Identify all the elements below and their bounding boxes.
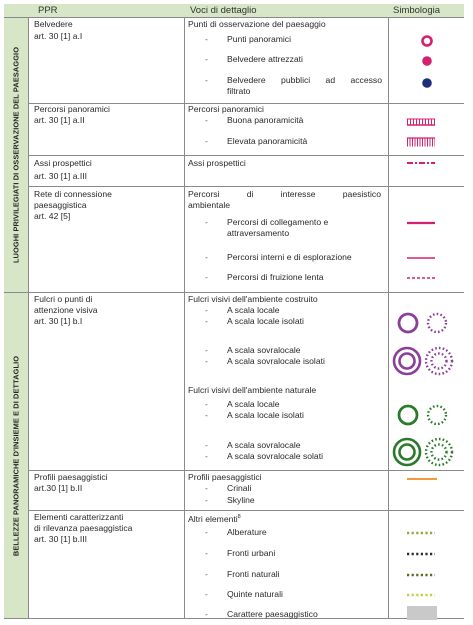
list-item: Quinte naturali (227, 589, 283, 599)
list-item: Fronti urbani (227, 548, 276, 558)
list-item: attraversamento (227, 228, 290, 238)
list-dash: - (205, 272, 208, 282)
list-dash: - (205, 483, 208, 493)
table-row (28, 471, 464, 511)
magenta-dot-icon (420, 54, 434, 68)
purple-ring-icon (396, 311, 420, 335)
magenta-solid-line-icon (407, 220, 435, 226)
green-dotted-ring-icon (425, 403, 449, 427)
purple-double-ring-icon (391, 345, 423, 377)
green-ring-icon (396, 403, 420, 427)
section-title: BELLEZZE PANORAMICHE D'INSIEME E DI DETTAGLIO (11, 355, 21, 556)
heading-word: di (246, 189, 254, 199)
navy-dot-icon (420, 76, 434, 90)
ppr-ref: art. 30 [1] a.III (34, 171, 88, 181)
list-dash: - (205, 548, 208, 558)
list-item: Alberature (227, 527, 267, 537)
table-row (28, 18, 464, 104)
list-dash: - (205, 345, 208, 355)
dark-olive-dotted-line-icon (407, 572, 435, 578)
ppr-ref: art. 30 [1] a.I (34, 31, 83, 41)
table-row (28, 293, 464, 471)
list-item: Percorsi di fruizione lenta (227, 272, 324, 282)
ppr-ref: art. 30 [1] b.I (34, 316, 83, 326)
list-dash: - (205, 305, 208, 315)
footnote-mark: 8 (237, 514, 241, 520)
ppr-name: Percorsi panoramici (34, 104, 110, 114)
list-item: A scala locale isolati (227, 410, 304, 420)
list-item: Belvedere attrezzati (227, 54, 303, 64)
list-dash: - (205, 115, 208, 125)
table-row (28, 187, 464, 293)
ppr-name: Rete di connessione (34, 189, 112, 199)
list-item: A scala locale (227, 399, 280, 409)
table-row (28, 104, 464, 156)
ppr-name: Elementi caratterizzanti (34, 512, 124, 522)
list-item: A scala sovralocale (227, 440, 301, 450)
magenta-thin-line-icon (407, 255, 435, 261)
list-dash: - (205, 609, 208, 619)
dash-dot-line-icon (407, 159, 435, 167)
header-voci: Voci di dettaglio (190, 5, 257, 16)
list-item: A scala locale (227, 305, 280, 315)
list-item: Skyline (227, 495, 255, 505)
grey-box-icon (407, 606, 437, 620)
voce-heading: Punti di osservazione del paesaggio (188, 19, 326, 29)
voce-heading: Assi prospettici (188, 158, 246, 168)
voce-heading: Profili paesaggistici (188, 472, 262, 482)
dense-hatch-line-icon (407, 137, 435, 148)
ppr-ref: art. 30 [1] a.II (34, 115, 85, 125)
ppr-name: Profili paesaggistici (34, 472, 108, 482)
header-ppr: PPR (38, 5, 58, 16)
list-item: Fronti naturali (227, 569, 280, 579)
voce-heading (188, 512, 241, 525)
header-simbologia: Simbologia (393, 5, 440, 16)
black-dotted-line-icon (407, 551, 435, 557)
list-dash: - (205, 54, 208, 64)
list-item: Elevata panoramicità (227, 136, 308, 146)
voce-heading: Percorsi panoramici (188, 104, 264, 114)
list-dash: - (205, 495, 208, 505)
ppr-ref: art. 30 [1] b.III (34, 534, 88, 544)
list-dash: - (205, 569, 208, 579)
list-dash: - (205, 589, 208, 599)
list-dash: - (205, 217, 208, 227)
list-dash: - (205, 527, 208, 537)
list-item: A scala sovralocale (227, 345, 301, 355)
heading-word: interesse (280, 189, 316, 199)
list-item: Belvedere pubblici ad accesso (227, 75, 382, 85)
list-item: A scala locale isolati (227, 316, 304, 326)
ppr-name: Belvedere (34, 19, 73, 29)
list-dash: - (205, 316, 208, 326)
ppr-name: di rilevanza paesaggistica (34, 523, 133, 533)
voce-heading: Fulcri visivi dell'ambiente costruito (188, 294, 318, 304)
ppr-name: attenzione visiva (34, 305, 98, 315)
list-dash: - (205, 440, 208, 450)
voce-heading (188, 189, 381, 200)
voce-heading: ambientale (188, 200, 231, 210)
ppr-ref: art. 42 [5] (34, 211, 71, 221)
table-row (28, 156, 464, 187)
list-item: Buona panoramicità (227, 115, 304, 125)
hatch-line-icon (407, 117, 435, 127)
list-item: A scala sovralocale solati (227, 451, 324, 461)
ppr-ref: art.30 [1] b.II (34, 483, 83, 493)
table-header (4, 4, 464, 18)
list-dash: - (205, 356, 208, 366)
table-row (28, 511, 464, 619)
olive-dotted-line-icon (407, 530, 435, 536)
heading-word: Percorsi (188, 189, 220, 199)
list-item: Carattere paesaggistico (227, 609, 318, 619)
voce-heading: Fulcri visivi dell'ambiente naturale (188, 385, 317, 395)
green-double-ring-icon (391, 436, 423, 468)
list-dash: - (205, 136, 208, 146)
lime-dotted-line-icon (407, 592, 435, 598)
list-item: A scala sovralocale isolati (227, 356, 325, 366)
list-item: Percorsi interni e di esplorazione (227, 252, 352, 262)
section-bellezze (4, 293, 29, 619)
list-item: filtrato (227, 86, 251, 96)
list-dash: - (205, 34, 208, 44)
purple-dotted-double-ring-icon (423, 345, 455, 377)
list-dash: - (205, 451, 208, 461)
legend-table (4, 4, 464, 618)
list-dash: - (205, 252, 208, 262)
ppr-name: paesaggistica (34, 200, 87, 210)
list-dash: - (205, 75, 208, 85)
section-title: LUOGHI PRIVILEGIATI DI OSSERVAZIONE DEL PAESAGGIO (11, 46, 21, 264)
ppr-name: Assi prospettici (34, 158, 92, 168)
magenta-dashed-line-icon (407, 275, 435, 281)
list-item: Percorsi di collegamento e (227, 217, 329, 227)
green-dotted-double-ring-icon (423, 436, 455, 468)
list-item: Punti panoramici (227, 34, 292, 44)
purple-dotted-ring-icon (425, 311, 449, 335)
heading-word: paesistico (342, 189, 381, 199)
list-dash: - (205, 399, 208, 409)
heading-text: Altri elementi (188, 513, 238, 524)
list-dash: - (205, 410, 208, 420)
list-item: Crinali (227, 483, 252, 493)
section-luoghi (4, 18, 29, 293)
magenta-ring-icon (420, 34, 434, 48)
ppr-name: Fulcri o punti di (34, 294, 93, 304)
orange-line-icon (407, 476, 437, 482)
